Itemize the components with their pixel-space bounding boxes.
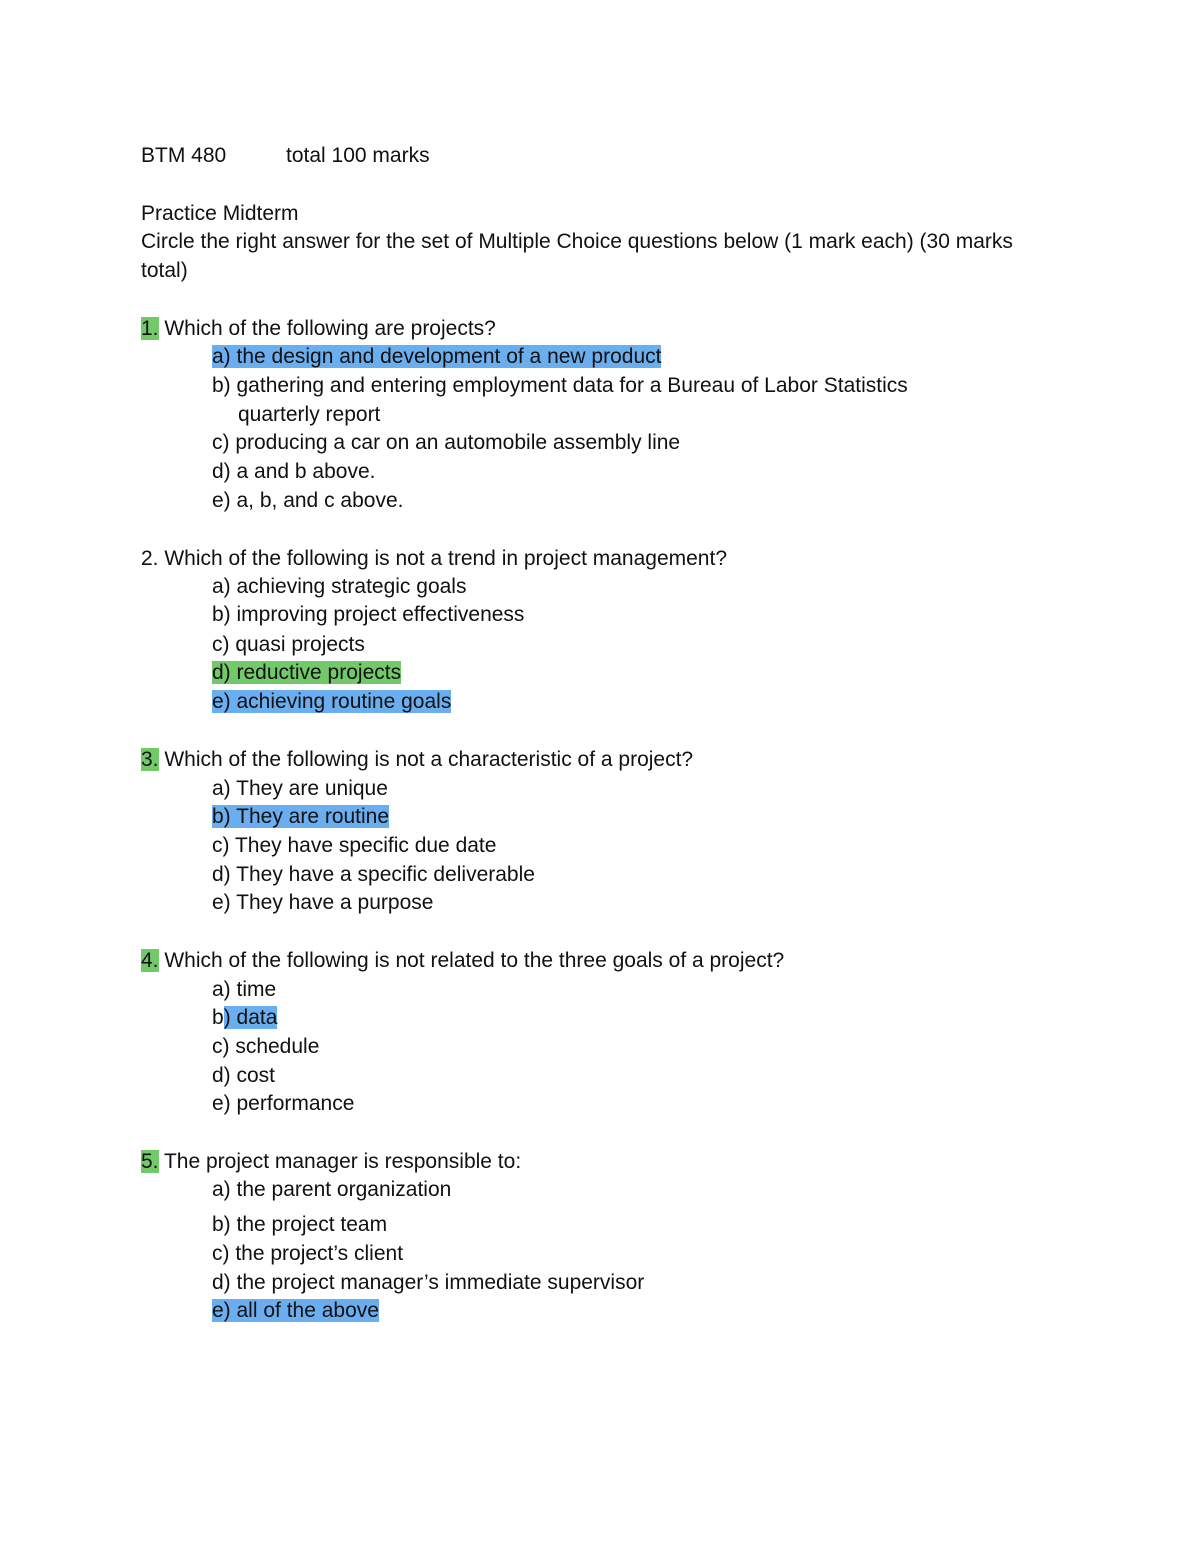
q2-option-a: a) achieving strategic goals	[212, 575, 467, 598]
total-marks: total 100 marks	[286, 144, 430, 167]
q4-option-c: c) schedule	[212, 1035, 320, 1058]
selected-answer: a) the design and development of a new product	[212, 345, 662, 368]
q3-option-b	[212, 805, 389, 829]
q3-option-c: c) They have specific due date	[212, 834, 497, 857]
question-number: 2.	[141, 547, 159, 570]
q1-option-c: c) producing a car on an automobile assembly line	[212, 431, 681, 454]
selected-answer: ) data	[223, 1006, 278, 1029]
question-text: The project manager is responsible to:	[158, 1150, 522, 1173]
page-subtitle: Practice Midterm	[141, 202, 299, 225]
question-2	[141, 547, 727, 571]
option-letter: b	[212, 1006, 224, 1029]
question-number: 3.	[141, 748, 159, 771]
question-number: 4.	[141, 949, 159, 972]
selected-answer: e) all of the above	[212, 1299, 379, 1322]
q5-option-a: a) the parent organization	[212, 1178, 452, 1201]
q1-option-b: b) gathering and entering employment data for a Bureau of Labor Statistics	[212, 374, 908, 397]
question-text: Which of the following are projects?	[158, 317, 496, 340]
q1-option-a	[212, 345, 661, 369]
q1-option-e: e) a, b, and c above.	[212, 489, 404, 512]
selected-answer: b) They are routine	[212, 805, 390, 828]
q4-option-d: d) cost	[212, 1064, 276, 1087]
q3-option-d: d) They have a specific deliverable	[212, 863, 535, 886]
q1-option-b-continued: quarterly report	[238, 403, 381, 426]
q3-option-e: e) They have a purpose	[212, 891, 434, 914]
q2-option-d	[212, 661, 401, 685]
q2-option-b: b) improving project effectiveness	[212, 603, 525, 626]
question-text: Which of the following is not related to the three goals of a project?	[158, 949, 785, 972]
q4-option-b	[212, 1006, 277, 1030]
q5-option-b: b) the project team	[212, 1213, 388, 1236]
question-text: Which of the following is not a trend in project management?	[158, 547, 727, 570]
q1-option-d: d) a and b above.	[212, 460, 376, 483]
q5-option-d: d) the project manager’s immediate supervisor	[212, 1271, 645, 1294]
q4-option-a: a) time	[212, 978, 277, 1001]
instructions-line-2: total)	[141, 259, 188, 282]
marked-answer: d) reductive projects	[212, 661, 402, 684]
question-number: 1.	[141, 317, 159, 340]
question-number: 5.	[141, 1150, 159, 1173]
q2-option-e	[212, 690, 451, 714]
selected-answer: e) achieving routine goals	[212, 690, 452, 713]
question-5	[141, 1150, 521, 1174]
q3-option-a: a) They are unique	[212, 777, 388, 800]
course-code: BTM 480	[141, 144, 227, 167]
question-1	[141, 317, 496, 341]
instructions-line-1: Circle the right answer for the set of Multiple Choice questions below (1 mark each) (30 marks	[141, 230, 1013, 253]
q5-option-c: c) the project’s client	[212, 1242, 404, 1265]
question-3	[141, 748, 693, 772]
q2-option-c: c) quasi projects	[212, 633, 365, 656]
q4-option-e: e) performance	[212, 1092, 355, 1115]
question-4	[141, 949, 784, 973]
q5-option-e	[212, 1299, 379, 1323]
question-text: Which of the following is not a characteristic of a project?	[158, 748, 694, 771]
